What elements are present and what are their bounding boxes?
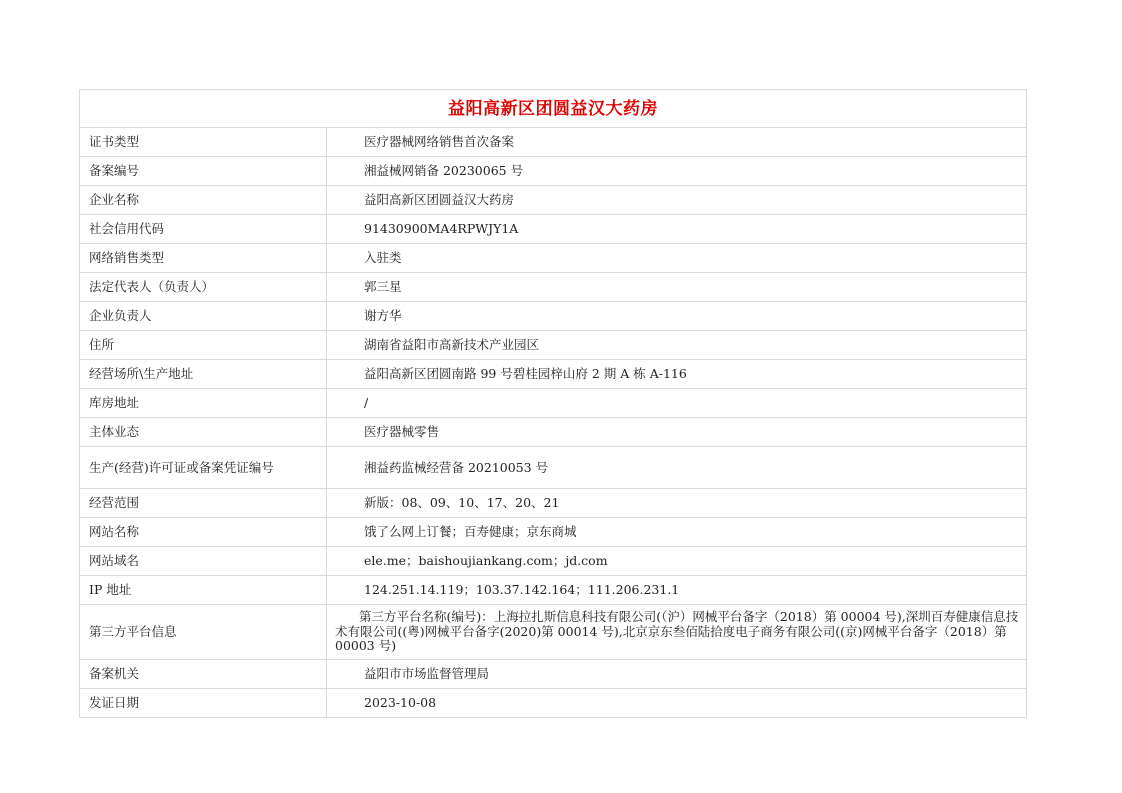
field-label: 网站名称 (80, 518, 327, 547)
field-value: 益阳高新区团圆益汉大药房 (327, 186, 1027, 215)
field-label: 主体业态 (80, 418, 327, 447)
field-value: / (327, 389, 1027, 418)
table-row (80, 215, 1027, 244)
table-row (80, 418, 1027, 447)
field-value-wrapper (327, 605, 1027, 660)
field-label: 发证日期 (80, 689, 327, 718)
table-row (80, 360, 1027, 389)
table-row (80, 128, 1027, 157)
table-row (80, 186, 1027, 215)
field-value: 新版：08、09、10、17、20、21 (327, 489, 1027, 518)
field-value: 2023-10-08 (327, 689, 1027, 718)
field-label: 网络销售类型 (80, 244, 327, 273)
field-value: 124.251.14.119；103.37.142.164；111.206.231.1 (327, 576, 1027, 605)
field-value: 入驻类 (327, 244, 1027, 273)
field-label: 企业名称 (80, 186, 327, 215)
table-row (80, 302, 1027, 331)
field-label: 第三方平台信息 (80, 605, 327, 660)
field-value: 医疗器械零售 (327, 418, 1027, 447)
field-label: 社会信用代码 (80, 215, 327, 244)
field-label: 法定代表人（负责人） (80, 273, 327, 302)
table-row (80, 689, 1027, 718)
field-label: 备案编号 (80, 157, 327, 186)
table-row (80, 157, 1027, 186)
field-value: 益阳市市场监督管理局 (327, 660, 1027, 689)
field-label: 经营场所\生产地址 (80, 360, 327, 389)
field-value: 饿了么网上订餐；百寿健康；京东商城 (327, 518, 1027, 547)
field-label: 证书类型 (80, 128, 327, 157)
document-title: 益阳高新区团圆益汉大药房 (80, 90, 1027, 128)
table-row (80, 447, 1027, 489)
field-label: 经营范围 (80, 489, 327, 518)
field-label: 住所 (80, 331, 327, 360)
field-value: 湘益药监械经营备 20210053 号 (327, 447, 1027, 489)
table-row (80, 389, 1027, 418)
field-label: 库房地址 (80, 389, 327, 418)
table-row (80, 660, 1027, 689)
table-row (80, 331, 1027, 360)
field-value: 医疗器械网络销售首次备案 (327, 128, 1027, 157)
table-row (80, 518, 1027, 547)
field-label: 企业负责人 (80, 302, 327, 331)
field-value: 谢方华 (327, 302, 1027, 331)
table-row (80, 576, 1027, 605)
record-table (79, 89, 1027, 718)
table-row (80, 605, 1027, 660)
title-row (80, 90, 1027, 128)
field-value: ele.me；baishoujiankang.com；jd.com (327, 547, 1027, 576)
field-label: 备案机关 (80, 660, 327, 689)
table-row (80, 547, 1027, 576)
table-row (80, 489, 1027, 518)
field-label: IP 地址 (80, 576, 327, 605)
field-value: 郭三星 (327, 273, 1027, 302)
field-label: 生产(经营)许可证或备案凭证编号 (80, 447, 327, 489)
table-row (80, 273, 1027, 302)
field-value: 湖南省益阳市高新技术产业园区 (327, 331, 1027, 360)
table-row (80, 244, 1027, 273)
field-label: 网站域名 (80, 547, 327, 576)
field-value: 益阳高新区团圆南路 99 号碧桂园梓山府 2 期 A 栋 A-116 (327, 360, 1027, 389)
field-value: 湘益械网销备 20230065 号 (327, 157, 1027, 186)
field-value: 91430900MA4RPWJY1A (327, 215, 1027, 244)
third-party-platform-info: 第三方平台名称(编号)：上海拉扎斯信息科技有限公司(（沪）网械平台备字（2018）第 00004 号),深圳百寿健康信息技术有限公司((粤)网械平台备字(2020)第 00014 号),北京京东叁佰陆拾度电子商务有限公司((京)网械平台备字（2018）第 00003 号) (335, 609, 1019, 654)
